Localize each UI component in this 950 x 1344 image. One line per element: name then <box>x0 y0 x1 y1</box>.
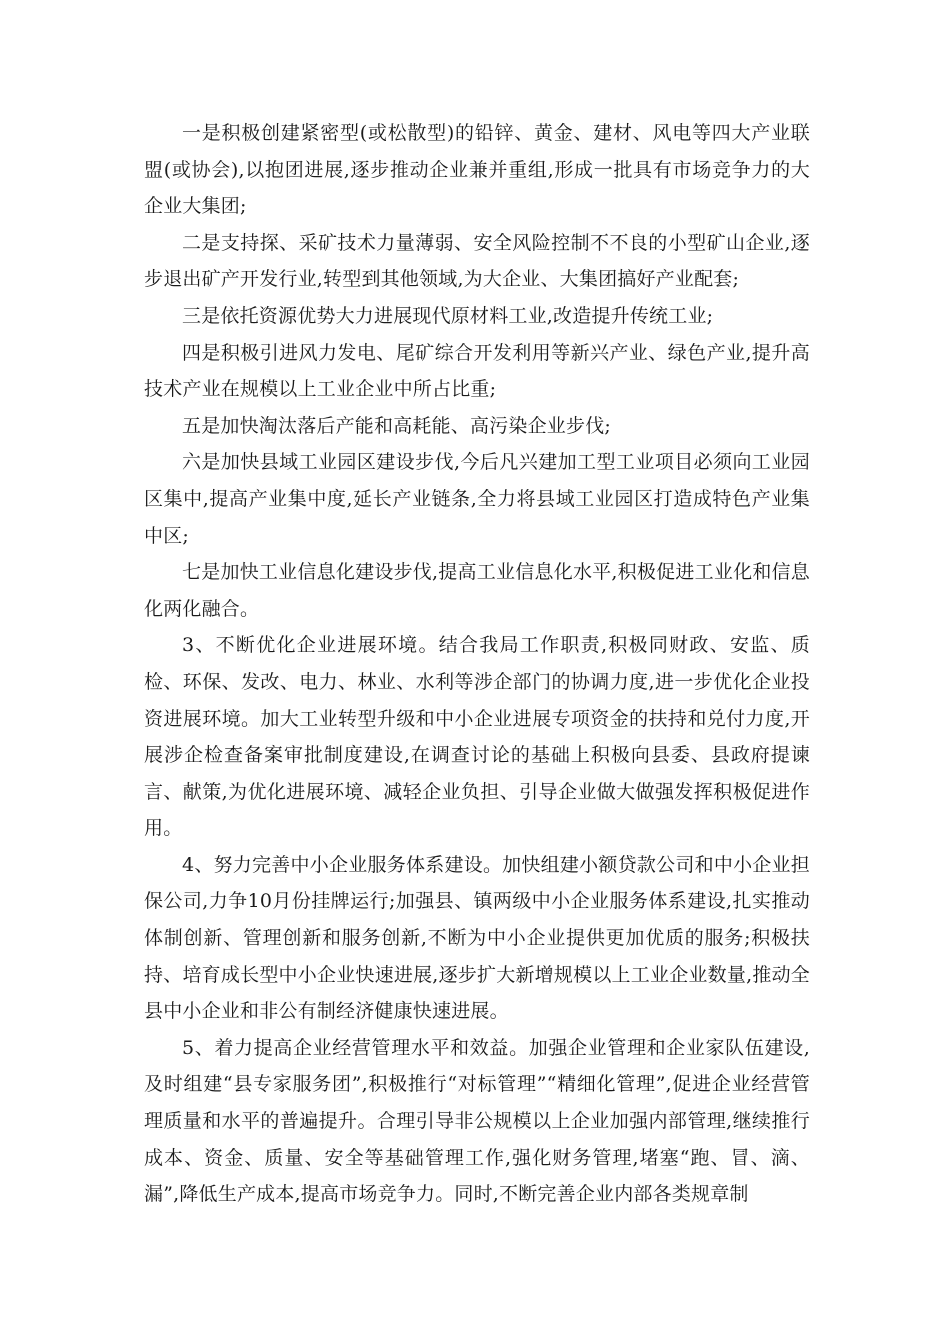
document-body <box>144 115 810 1213</box>
paragraph-item-1: 一是积极创建紧密型(或松散型)的铅锌、黄金、建材、风电等四大产业联盟(或协会),以抱团进展,逐步推动企业兼并重组,形成一批具有市场竞争力的大企业大集团; <box>144 122 810 218</box>
paragraph-item-6: 六是加快县域工业园区建设步伐,今后凡兴建加工型工业项目必须向工业园区集中,提高产业集中度,延长产业链条,全力将县域工业园区打造成特色产业集中区; <box>144 451 810 547</box>
paragraph-item-4: 四是积极引进风力发电、尾矿综合开发利用等新兴产业、绿色产业,提升高技术产业在规模以上工业企业中所占比重; <box>144 341 810 401</box>
paragraph-item-3: 三是依托资源优势大力进展现代原材料工业,改造提升传统工业; <box>182 304 714 327</box>
paragraph-section-4: 4、努力完善中小企业服务体系建设。加快组建小额贷款公司和中小企业担保公司,力争10月份挂牌运行;加强县、镇两级中小企业服务体系建设,扎实推动体制创新、管理创新和服务创新,不断为中小企业提供更加优质的服务;积极扶持、培育成长型中小企业快速进展,逐步扩大新增规模以上工业企业数量,推动全县中小企业和非公有制经济健康快速进展。 <box>144 853 810 1023</box>
paragraph-section-3: 3、不断优化企业进展环境。结合我局工作职责,积极同财政、安监、质检、环保、发改、电力、林业、水利等涉企部门的协调力度,进一步优化企业投资进展环境。加大工业转型升级和中小企业进展专项资金的扶持和兑付力度,开展涉企检查备案审批制度建设,在调查讨论的基础上积极向县委、县政府提谏言、献策,为优化进展环境、减轻企业负担、引导企业做大做强发挥积极促进作用。 <box>144 634 810 840</box>
paragraph-item-2: 二是支持探、采矿技术力量薄弱、安全风险控制不不良的小型矿山企业,逐步退出矿产开发行业,转型到其他领域,为大企业、大集团搞好产业配套; <box>144 231 810 291</box>
paragraph-item-7: 七是加快工业信息化建设步伐,提高工业信息化水平,积极促进工业化和信息化两化融合。 <box>144 561 810 620</box>
paragraph-section-5: 5、着力提高企业经营管理水平和效益。加强企业管理和企业家队伍建设,及时组建“县专家服务团”,积极推行“对标管理”“精细化管理”,促进企业经营管理质量和水平的普遍提升。合理引导非公规模以上企业加强内部管理,继续推行成本、资金、质量、安全等基础管理工作,强化财务管理,堵塞“跑、冒、滴、漏”,降低生产成本,提高市场竞争力。同时,不断完善企业内部各类规章制 <box>144 1036 810 1206</box>
paragraph-item-5: 五是加快淘汰落后产能和高耗能、高污染企业步伐; <box>182 414 612 437</box>
